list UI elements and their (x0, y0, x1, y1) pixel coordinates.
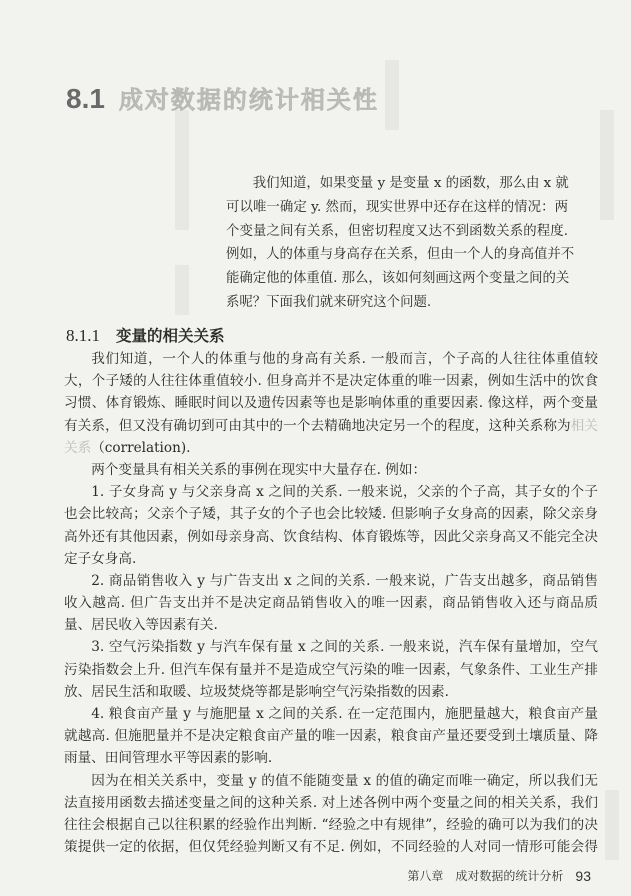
text-line: 也会比较高；父亲个子矮，其子女的个子也会比较矮. 但影响子女身高的因素，除父亲身 (64, 506, 598, 523)
watermark (385, 60, 399, 130)
intro-box (226, 172, 575, 315)
text-line: 可以唯一确定 y. 然而，现实世界中还存在这样的情况：两 (226, 199, 568, 215)
text-line: 两个变量具有相关关系的事例在现实中大量存在. 例如： (91, 461, 427, 478)
text-line: 高外还有其他因素，例如母亲身高、饮食结构、体育锻炼等，因此父亲身高又不能完全决 (64, 528, 598, 545)
text-line: 有关系，但又没有确切到可由其中的一个去精确地决定另一个的程度，这种关系称为相关 (64, 417, 599, 434)
text-line: 个变量之间有关系，但密切程度又达不到函数关系的程度. (226, 223, 568, 239)
text-line: 我们知道，一个人的体重与他的身高有关系. 一般而言，个子高的人往往体重值较 (91, 351, 598, 367)
paragraph (64, 570, 598, 637)
heading-number: 8.1 (66, 83, 105, 114)
heading-title: 成对数据的统计相关性 (118, 86, 379, 114)
watermark (600, 110, 614, 220)
text-line: 放、居民生活和取暖、垃圾焚烧等都是影响空气污染指数的因素. (64, 683, 449, 700)
text-line: 3. 空气污染指数 y 与汽车保有量 x 之间的关系. 一般来说，汽车保有量增加，空气 (91, 639, 598, 656)
term-highlight: 关系 (64, 439, 92, 456)
page-number: 93 (575, 868, 591, 884)
text-line: 量、居民收入等因素有关. (64, 617, 218, 634)
text-line: 就越高. 但施肥量并不是决定粮食亩产量的唯一因素，粮食亩产量还要受到土壤质量、降 (64, 728, 598, 745)
body-text (64, 348, 598, 858)
paragraph (64, 481, 598, 570)
watermark (175, 265, 189, 315)
paragraph (64, 348, 598, 459)
term-highlight: 相关 (570, 417, 599, 434)
paragraph (64, 636, 598, 703)
text-line: 能确定他的体重值. 那么，该如何刻画这两个变量之间的关 (226, 271, 570, 287)
paragraph (64, 770, 598, 859)
page-footer (407, 868, 591, 884)
watermark (175, 110, 189, 230)
text-line: 定子女身高. (64, 550, 137, 567)
text-line: 例如，人的体重与身高存在关系，但由一个人的身高值并不 (226, 247, 575, 263)
footer-chapter-title: 成对数据的统计分析 (455, 869, 564, 883)
watermark (605, 790, 619, 860)
text-line: 4. 粮食亩产量 y 与施肥量 x 之间的关系. 在一定范围内，施肥量越大，粮食亩产量 (91, 706, 598, 722)
text-line: 因为在相关关系中，变量 y 的值不能随变量 x 的值的确定而唯一确定，所以我们无 (91, 772, 598, 789)
section-title: 变量的相关关系 (116, 327, 225, 345)
chapter-heading (66, 80, 379, 115)
intro-paragraph (226, 172, 575, 315)
text-line: 2. 商品销售收入 y 与广告支出 x 之间的关系. 一般来说，广告支出越多，商品销售 (91, 572, 598, 589)
text-line: 习惯、体育锻炼、睡眠时间以及遗传因素等也是影响体重的重要因素. 像这样，两个变量 (64, 395, 598, 412)
text-line: 法直接用函数去描述变量之间的这种关系. 对上述各例中两个变量之间的相关关系，我们 (64, 794, 598, 811)
text-line: 往往会根据自己以往积累的经验作出判断. “经验之中有规律”，经验的确可以为我们的决 (64, 816, 598, 833)
section-heading (66, 326, 225, 346)
text-line: 污染指数会上升. 但汽车保有量并不是造成空气污染的唯一因素，气象条件、工业生产排 (64, 661, 598, 678)
text-line: 大，个子矮的人往往体重值较小. 但身高并不是决定体重的唯一因素，例如生活中的饮食 (64, 373, 598, 390)
text-line: 策提供一定的依据，但仅凭经验判断又有不足. 例如，不同经验的人对同一情形可能会得 (64, 839, 598, 856)
paragraph (64, 459, 598, 481)
text-line: 雨量、田间管理水平等因素的影响. (64, 750, 273, 767)
text-line: 系呢？下面我们就来研究这个问题. (226, 294, 432, 310)
text-line: 1. 子女身高 y 与父亲身高 x 之间的关系. 一般来说，父亲的个子高，其子女的个子 (91, 484, 598, 501)
paragraph (64, 703, 598, 770)
text-line: 我们知道，如果变量 y 是变量 x 的函数，那么由 x 就 (252, 176, 569, 191)
section-number: 8.1.1 (66, 326, 100, 345)
text-line: 收入越高. 但广告支出并不是决定商品销售收入的唯一因素，商品销售收入还与商品质 (64, 595, 598, 612)
footer-chapter: 第八章 (407, 869, 444, 883)
text-line: 关系（correlation). (64, 439, 191, 456)
